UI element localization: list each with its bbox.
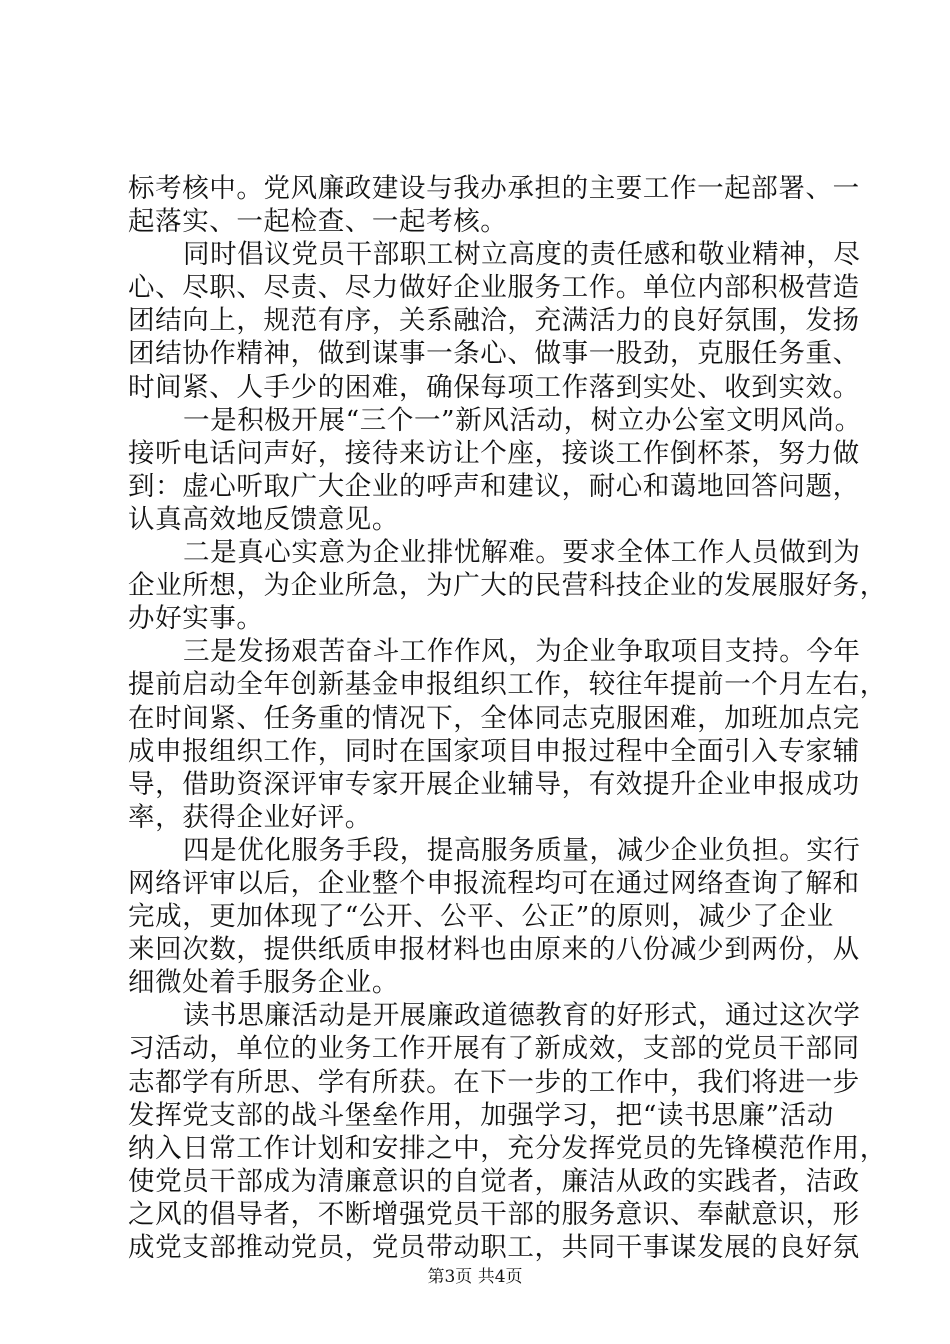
text-line: 团结协作精神，做到谋事一条心、做事一股劲，克服任务重、: [128, 338, 860, 370]
text-line: 起落实、一起检查、一起考核。: [128, 206, 508, 238]
text-line: 来回次数，提供纸质申报材料也由原来的八份减少到两份，从: [128, 934, 860, 966]
text-line: 完成，更加体现了“公开、公平、公正”的原则，减少了企业: [128, 901, 834, 933]
text-line: 在时间紧、任务重的情况下，全体同志克服困难，加班加点完: [128, 702, 860, 734]
text-line: 志都学有所思、学有所获。在下一步的工作中，我们将进一步: [128, 1066, 860, 1098]
text-line: 成申报组织工作，同时在国家项目申报过程中全面引入专家辅: [128, 735, 860, 767]
text-line: 之风的倡导者，不断增强党员干部的服务意识、奉献意识，形: [128, 1198, 860, 1230]
text-line: 标考核中。党风廉政建设与我办承担的主要工作一起部署、一: [128, 173, 860, 204]
page-footer: [0, 1262, 950, 1287]
text-line: 网络评审以后，企业整个申报流程均可在通过网络查询了解和: [128, 867, 860, 899]
text-line: 发挥党支部的战斗堡垒作用，加强学习，把“读书思廉”活动: [128, 1099, 834, 1131]
text-line: 认真高效地反馈意见。: [128, 503, 399, 535]
text-line: 团结向上，规范有序，关系融洽，充满活力的良好氛围，发扬: [128, 305, 860, 337]
text-line: 提前启动全年创新基金申报组织工作，较往年提前一个月左右，: [128, 669, 887, 701]
document-body: [128, 172, 887, 1264]
text-line: 纳入日常工作计划和安排之中，充分发挥党员的先锋模范作用，: [128, 1132, 887, 1164]
text-line: 办好实事。: [128, 603, 264, 635]
text-line: 习活动，单位的业务工作开展有了新成效，支部的党员干部同: [128, 1033, 860, 1065]
text-line: 企业所想，为企业所急，为广大的民营科技企业的发展服好务，: [128, 570, 887, 602]
text-line: 率，获得企业好评。: [128, 801, 372, 833]
text-line: 细微处着手服务企业。: [128, 967, 399, 999]
page-number-label: 第3页 共4页: [427, 1267, 523, 1287]
text-line: 导，借助资深评审专家开展企业辅导，有效提升企业申报成功: [128, 768, 860, 800]
text-line: 心、尽职、尽责、尽力做好企业服务工作。单位内部积极营造: [128, 272, 860, 304]
text-line: 一是积极开展“三个一”新风活动，树立办公室文明风尚。: [183, 404, 862, 436]
text-line: 四是优化服务手段，提高服务质量，减少企业负担。实行: [183, 834, 861, 866]
text-line: 同时倡议党员干部职工树立高度的责任感和敬业精神，尽: [183, 239, 861, 271]
text-line: 读书思廉活动是开展廉政道德教育的好形式，通过这次学: [183, 1000, 861, 1032]
text-line: 时间紧、人手少的困难，确保每项工作落到实处、收到实效。: [128, 371, 860, 403]
text-line: 使党员干部成为清廉意识的自觉者，廉洁从政的实践者，洁政: [128, 1165, 860, 1197]
text-line: 到：虚心听取广大企业的呼声和建议，耐心和蔼地回答问题，: [128, 470, 860, 502]
text-line: 接听电话问声好，接待来访让个座，接谈工作倒杯茶，努力做: [128, 437, 860, 469]
text-line: 二是真心实意为企业排忧解难。要求全体工作人员做到为: [183, 537, 861, 569]
text-line: 三是发扬艰苦奋斗工作作风，为企业争取项目支持。今年: [183, 636, 861, 668]
text-line: 成党支部推动党员，党员带动职工，共同干事谋发展的良好氛: [128, 1232, 860, 1263]
